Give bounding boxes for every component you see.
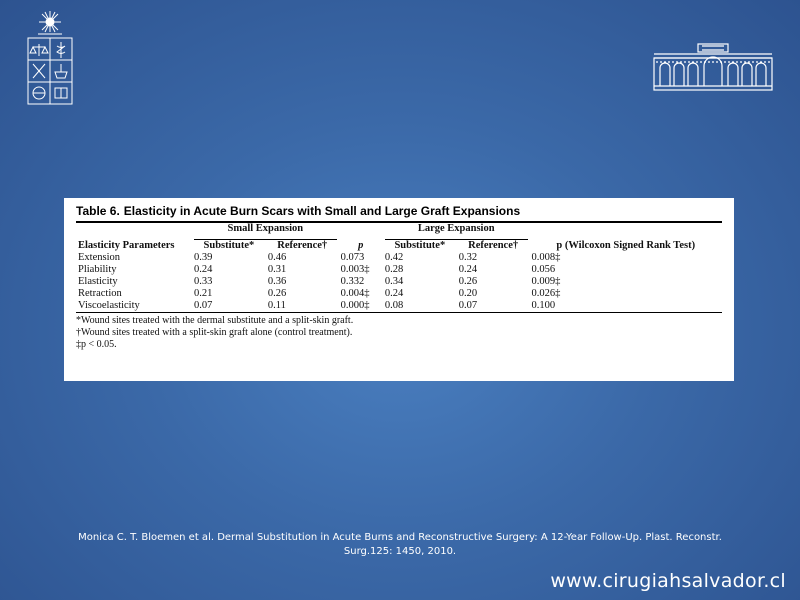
table-cell: 0.34 [384,276,404,287]
table-cell: Viscoelasticity [76,300,192,313]
citation [60,531,740,559]
footnote: †Wound sites treated with a split-skin graft alone (control treatment). [76,327,353,338]
table-cell: 0.32 [458,252,478,263]
column-header: Reference† [468,240,519,251]
table-cell: 0.26 [458,276,478,287]
group-header-row [76,223,722,240]
group-small-expansion: Small Expansion [192,223,339,240]
table-cell: 0.07 [192,300,266,313]
table-cell: 0.24 [384,288,404,299]
table-cell: 0.33 [194,276,213,287]
column-header: p (Wilcoxon Signed Rank Test) [556,240,696,251]
table-figure [64,198,734,381]
table-cell: 0.100 [530,300,722,313]
hospital-building-icon [652,42,774,92]
table-cell: Elasticity [78,276,118,287]
table-cell: 0.008‡ [531,252,561,263]
column-header: Reference† [277,240,328,251]
citation-line: Surg.125: 1450, 2010. [343,546,457,557]
table-row [76,288,722,300]
footnote: ‡p < 0.05. [76,339,117,350]
table-cell: Pliability [78,264,117,275]
footnote: *Wound sites treated with the dermal substitute and a split-skin graft. [76,315,354,326]
table-cell: 0.28 [384,264,404,275]
table-cell: 0.000‡ [339,300,383,313]
table-cell: 0.26 [267,288,287,299]
table-cell: 0.009‡ [531,276,561,287]
table-cell: 0.026‡ [531,288,561,299]
column-header-row [76,240,722,252]
table-cell: 0.46 [267,252,287,263]
table-cell: Extension [78,252,120,263]
table-cell: 0.08 [383,300,457,313]
university-crest-icon [22,8,78,110]
table-label: Table 6. [76,204,120,218]
table-cell: 0.42 [384,252,404,263]
citation-line: Monica C. T. Bloemen et al. Dermal Substitution in Acute Burns and Reconstructive Surgery: A 12-Year Follow-Up. Plast. Reconstr. [78,532,722,543]
table-cell: Retraction [78,288,122,299]
table-row [76,300,722,313]
column-header: p [358,240,364,251]
table-title [76,204,722,218]
table-cell: 0.073 [340,252,365,263]
table-cell: 0.24 [194,264,213,275]
table-caption: Elasticity in Acute Burn Scars with Small and Large Graft Expansions [123,204,521,218]
table-row [76,264,722,276]
table-cell: 0.11 [266,300,339,313]
elasticity-table [76,223,722,313]
table-footnotes [76,315,722,351]
table-cell: 0.39 [194,252,213,263]
table-cell: 0.21 [194,288,213,299]
column-header: Elasticity Parameters [78,240,175,251]
table-row [76,276,722,288]
table-cell: 0.07 [457,300,530,313]
table-cell: 0.20 [458,288,478,299]
table-row [76,252,722,264]
table-cell: 0.003‡ [340,264,370,275]
column-header: Substitute* [203,240,255,251]
table-cell: 0.31 [267,264,287,275]
group-large-expansion: Large Expansion [383,223,530,240]
table-cell: 0.36 [267,276,287,287]
table-cell: 0.056 [531,264,556,275]
column-header: Substitute* [394,240,446,251]
table-cell: 0.004‡ [340,288,370,299]
table-cell: 0.24 [458,264,478,275]
website-url: www.cirugiahsalvador.cl [550,570,786,592]
table-cell: 0.332 [340,276,365,287]
